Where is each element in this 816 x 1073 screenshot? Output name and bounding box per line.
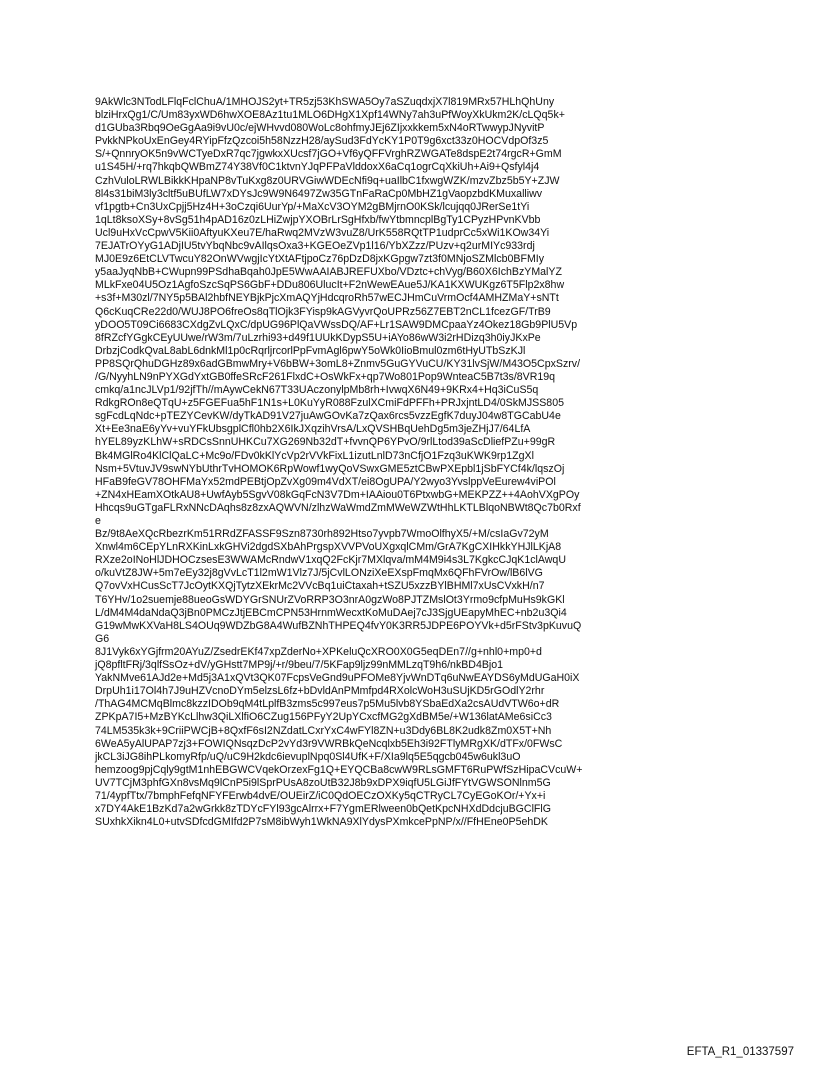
text-line: G19wMwKXVaH8LS4OUq9WDZbG8A4WufBZNhTHPEQ4fvY0K3RR5JDPE6POYVk+d5rFStv3pKuvuQ [95, 619, 582, 632]
text-line: MJ0E9z6EtCLVTwcuY82OnWVwgjIcYtXtAFtjpoCz76pDzD8jxKGpgw7zt3f0MNjoSZMlcb0BFMIy [95, 253, 545, 266]
text-line: jQ8pfltFRj/3qlfSsOz+dV/yGHstt7MP9j/+r/9beu/7/5KFap9ljz99nMMLzqT9h6/nkBD4Bjo1 [95, 659, 504, 672]
text-line: PvkkNPkoUxEnGey4RYipFfzQzcoi5h58NzzH28/aySud3FdYcKY1P0T9g6xct33z0HOCVdpOf3z5 [95, 135, 549, 148]
text-line: PP8SQrQhuDGHz89x6adGBmwMry+V6bBW+3omL8+Znmv5GuGYVuCU/KY31lvSjW/M43O5CpxSzrv/ [95, 357, 581, 370]
text-line: 7EJATrOYyG1ADjIU5tvYbqNbc9vAIlqsOxa3+KGEOeZVp1l16/YbXZzz/PUzv+q2urMIYc933rdj [95, 240, 535, 253]
text-line: u1S45H/+rq7hkqbQWBmZ74Y38Vf0C1ktvnYJqPFPaVlddoxX6aCq1ogrCqXkiUh+Ai9+Qsfyl4j4 [95, 161, 540, 174]
text-line: DrpUh1i17Ol4h7J9uHZVcnoDYm5elzsL6fz+bDvldAnPMmfpd4RXolcWoH3uSUjKD5rGOdlY2rhr [95, 685, 545, 698]
text-line: 74LM535k3k+9CriiPWCjB+8QxfF6sI2NZdatLCxrYxC4wFYl8ZN+u3Ddy6BL8K2udk8Zm0X5T+Nh [95, 724, 552, 737]
text-line: e [95, 515, 101, 527]
text-line: blziHrxQg1/C/Um83yxWD6hwXOE8Az1tu1MLO6DHgX1Xpf14WNy7ah3uPfWoyXkUkm2K/cLQq5k+ [95, 109, 565, 122]
text-line: o/kuVtZ8JW+5m7eEy32j8gVvLcT1l2mW1Vlz7J/5jCvlLONziXeEXspFmqMx6QFhFVrOw/lB6lVG [95, 567, 543, 580]
text-line: hYEL89yzKLhW+sRDCsSnnUHKCu7XG269Nb32dT+fvvnQP6YPvO/9rlLtod39aScDliefPZu+99gR [95, 436, 556, 449]
text-line: +ZN4xHEamXOtkAU8+UwfAyb5SgvV08kGqFcN3V7Dm+IAAiou0T6PtxwbG+MEKPZZ++4AohVXgPOy [95, 488, 580, 501]
encoded-text-block [95, 96, 775, 829]
text-line: G6 [95, 632, 110, 645]
text-line: Hhcqs9uGTgaFLRxNNcDAqhs8z8zxAQWVN/zlhzWaWmdZmMWeWZWtHhLKTLBlqoNBWt8Qc7b0Rxf [95, 501, 581, 514]
text-line: Bk4MGlRo4KlClQaLC+Mc9o/FDv0kKlYcVp2rVVkFixL1izutLnlD73nCfjO1Fzq3uKWK9rp1ZgXl [95, 449, 534, 462]
text-line: CzhVuloLRWLBikkKHpaNP8vTuKxg8z0URVGiwWDEcNfi9q+uaIlbC1fxwgWZK/mzvZbz5b5Y+ZJW [95, 174, 560, 187]
text-line: Xnwl4m6CEpYLnRXKinLxkGHVi2dgdSXbAhPrgspXVVPVoUXgxqlCMm/GrA7KgCXIHkkYHJlLKjA8 [95, 541, 562, 554]
text-line: DrbzjCodkQvaL8abL6dnkMl1p0cRqrljrcorlPpFvmAgl6pwY5oWk0IioBmul0zm6tHyUTbSzKJl [95, 344, 526, 357]
text-line: 8l4s31biM3ly3cltf5uBUfLW7xDYsJc9W9N6497Zw35GTnFaRaCp0MbHZ1gVaopzbdKMuxalliwv [95, 187, 543, 200]
text-line: Bz/9t8AeXQcRbezrKm51RRdZFASSF9Szn8730rh892Htso7yvpb7WmoOlfhyX5/+M/csIaGv72yM [95, 528, 549, 541]
text-line: SUxhkXikn4L0+utvSDfcdGMIfd2P7sM8ibWyh1WkNA9XlYdysPXmkcePpNP/x//FfHEne0P5ehDK [95, 816, 548, 829]
text-line: d1GUba3Rbq9OeGgAa9i9vU0c/ejWHvvd080WoLc8ohfmyJEj6ZIjxxkkem5xN4oRTwwypJNyvitP [95, 122, 545, 135]
text-line: RdkgROn8eQTqU+z5FGEFua5hF1N1s+L0KuYyR088FzulXCmiFdPFFh+PRJxjntLD4/0SkMJSS805 [95, 397, 564, 410]
text-line: Q7ovVxHCusScT7JcOytKXQjTytzXEkrMc2VVcBq1uiCtaxah+tSZU5xzzBYlBHMl7xUsCVxkH/n7 [95, 580, 545, 593]
text-line: yDOO5T09Ci6683CXdgZvLQxC/dpUG96PlQaVWssDQ/AF+Lr1SAW9DMCpaaYz4Okez18Gb9PlU5Vp [95, 318, 578, 331]
text-line: /ThAG4MCMqBlmc8kzzIDOb9qM4tLplfB3zms5c997eus7p5Mu5lvb8YSbaEdXa2csAUdVTW6o+dR [95, 698, 560, 711]
text-line: sgFcdLqNdc+pTEZYCevKW/dyTkAD91V27juAwGOvKa7zQax6rcs5vzzEgfK7duyJ04w8TGCabU4e [95, 410, 561, 423]
text-line: RXze2oINoHlJDHOCzsesE3WWAMcRndwV1xqQ2FcKjr7MXlqva/mM4M9i4s3L7KgkcCJqK1clAwqU [95, 554, 566, 567]
text-line: ZPKpA7I5+MzBYKcLlhw3QiLXlfiO6CZug156PFyY2UpYCxcfMG2gXdBM5e/+W136latAMe6siCc3 [95, 711, 552, 724]
text-line: YakNMve61AJd2e+Md5j3A1xQVt3QK07FcpsVeGnd9uPFOMe8YjvWnDTq6uNwEAYDS6yMdUGaH0iX [95, 672, 580, 685]
text-line: +s3f+M30zl/7NY5p5BAl2hbfNEYBjkPjcXmAQYjHdcqroRh57wECJHmCuVrmOcf4AMHZMaY+sNTt [95, 292, 559, 305]
text-line: Q6cKuqCRe22d0/WUJ8PO6freOs8qTlOjk3FYisp9kAGVyvrQoUPRz56Z7EBT2nCL1fcezGF/TrB9 [95, 305, 551, 318]
text-line: 9AkWlc3NTodLFlqFclChuA/1MHOJS2yt+TR5zj53KhSWA5Oy7aSZuqdxjX7l819MRx57HLhQhUny [95, 96, 555, 108]
text-line: hemzoog9pjCqly9gtM1nhEBGWCVqekOrzexFg1Q+EYQCBa8cwW9RLsGMFT6RuPWfSzHipaCVcuW+ [95, 763, 583, 776]
text-line: 1qLt8ksoXSy+8vSg51h4pAD16z0zLHiZwjpYXOBrLrSgHfxb/fwYtbmncplBgTy1CPyzHPvnKVbb [95, 213, 541, 226]
text-line: y5aaJyqNbB+CWupn99PSdhaBqah0JpE5WwAAIABJREFUXbo/VDztc+chVyg/B60X6IchBzYMalYZ [95, 266, 562, 279]
text-line: Ucl9uHxVcCpwV5Kii0AftyuKXeu7E/haRwq2MVzW3vuZ8/UrK558RQtTP1udprCc5xWi1KOw34Yi [95, 226, 550, 239]
text-line: 71/4ypfTtx/7bmphFefqNFYFErwb4dvE/OUEirZ/iC0QdOECzOXKy5qCTRyCL7CyEGoKOr/+Yx+i [95, 789, 546, 802]
text-line: vf1pgtb+Cn3UxCpjj5Hz4H+3oCzqi6UurYp/+MaXcV3OYM2gBMjrnO0KSk/lcujqq0JRerSe1tYi [95, 200, 530, 213]
text-line: L/dM4M4daNdaQ3jBn0PMCzJtjEBCmCPN53HrnmWecxtKoMuDAej7cJ3SjgUEapyMhEC+nb2u3Qi4 [95, 606, 567, 619]
text-line: T6YHv/1o2suemje88ueoGsWDYGrSNUrZVoRRP3O3nrA0gzWo8PJTZMslOt3Yrmo9cfpMuHs9kGKl [95, 593, 565, 606]
text-line: Xt+Ee3naE6yYv+vuYFkUbsgplCfl0hb2X6IkJXqzihVrsA/LxQVSHBqUehDg5m3jeZHjJ7/64LfA [95, 423, 531, 436]
text-line: /G/NyyhLN9nPYXGdYxtGB0ffeSRcF261FlxdC+OsWkFx+qp7Wo801Pop9WnteaC5B7t3s/8VR19q [95, 370, 556, 383]
document-id-label: EFTA_R1_01337597 [686, 1046, 794, 1058]
text-line: MLkFxe04U5Oz1AgfoSzcSqPS6GbF+DDu806UlucIt+F2nWewEAue5J/KA1KXWUKgz6T5Flp2x8hw [95, 279, 565, 292]
text-line: 6WeA5yAlUPAP7zj3+FOWIQNsqzDcP2vYd3r9VWRBkQeNcqlxb5Eh3i92FTlyMRgXK/dTFx/0FWsC [95, 737, 563, 750]
text-line: HFaB9feGV78OHFMaYx52mdPEBtjOpZvXg09m4VdXT/ei8OgUPA/Y2wyo3YvslppVeEurew4viPOl [95, 475, 556, 488]
text-line: 8J1Vyk6xYGjfrm20AYuZ/ZsedrEKf47xpZderNo+XPKeluQcXRO0X0G5eqDEn7//g+nhl0+mp0+d [95, 645, 542, 658]
text-line: Nsm+5VtuvJV9swNYbUthrTvHOMOK6RpWowf1wyQoVSwxGME5ztCBwPXEpbl1jSbFYCf4k/lqszOj [95, 462, 565, 475]
text-line: 8fRZcfYGgkCEyUUwe/rW3m/7uLzrhi93+d49f1UUkKDypS5U+iAYo86wW3i2rHDizq3h0iyJKxPe [95, 331, 541, 344]
text-line: UV7TCjM3phfGXn8vsMq9lCnP5i9lSprPUsA8zoUtB32J8b9xDPX9iqfU5LGiJfFYtVGWSONlnm5G [95, 776, 551, 789]
text-line: cmkq/a1ncJLVp1/92jfTh//mAywCekN67T33UAczonylpMb8rh+IvwqX6N49+9KRx4+Hq3iCuS5q [95, 384, 539, 397]
text-line: x7DY4AkE1BzKd7a2wGrkk8zTDYcFYl93gcAlrrx+F7YgmERlween0bQetKpcNHXdDdcjuBGClFlG [95, 803, 551, 816]
text-line: S/+QnnryOK5n9vWCTyeDxR7qc7jgwkxXUcsf7jGO+Vf6yQFFVrghRZWGATe8dspE2t74rgcR+GmM [95, 148, 562, 161]
text-line: jkCL3iJG8ihPLkomyRfp/uQ/uC9H2kdc6ievuplNpq0Sl4UfK+F/XIa9lq5E5qgcb045w6ukl3uO [95, 750, 521, 763]
